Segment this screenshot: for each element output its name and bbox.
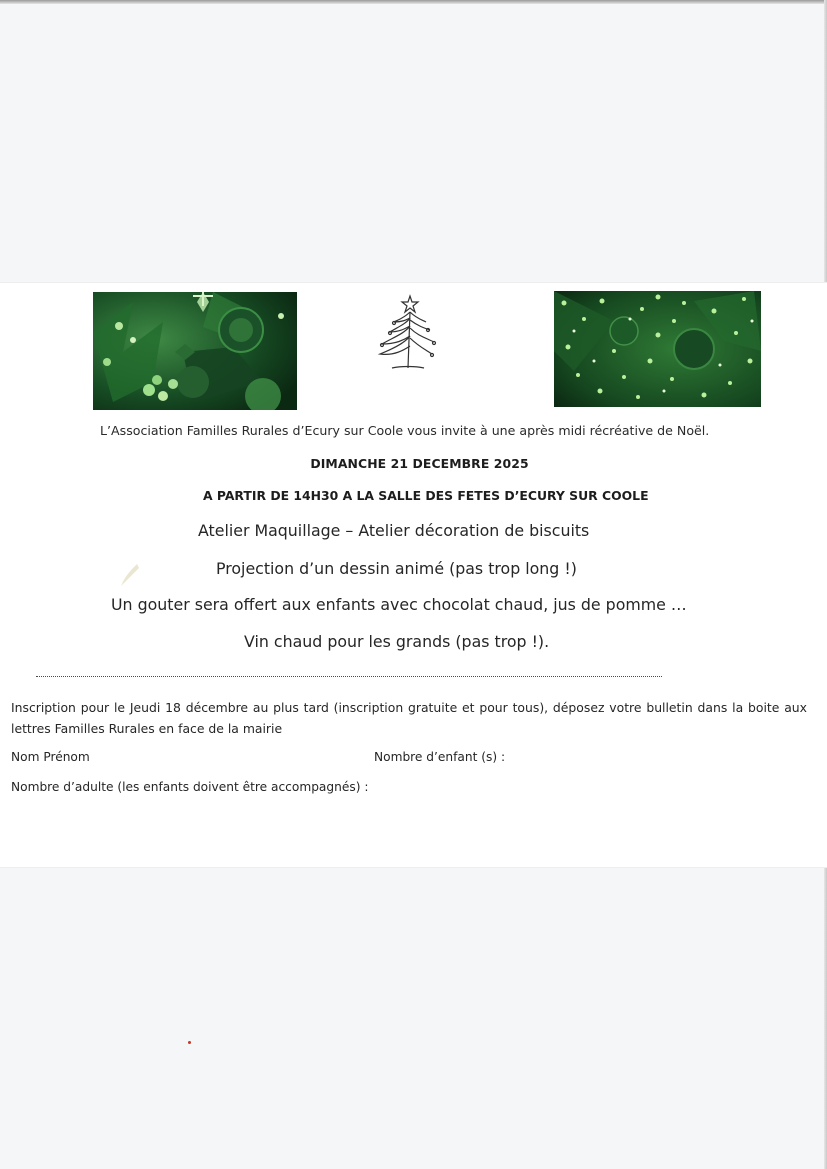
christmas-lights-photo (554, 291, 761, 407)
scan-speck (188, 1041, 191, 1044)
activity-item: Vin chaud pour les grands (pas trop !). (244, 632, 550, 651)
activity-item: Atelier Maquillage – Atelier décoration de biscuits (198, 521, 590, 540)
scan-smudge (117, 562, 141, 590)
scan-top-edge (0, 0, 827, 4)
adults-count-label: Nombre d’adulte (les enfants doivent être accompagnés) : (11, 780, 369, 794)
children-count-label: Nombre d’enfant (s) : (374, 750, 506, 764)
event-date: DIMANCHE 21 DECEMBRE 2025 (310, 456, 529, 471)
name-field-label: Nom Prénom (11, 750, 90, 764)
registration-instructions: Inscription pour le Jeudi 18 décembre au plus tard (inscription gratuite et pour tous), déposez votre bulletin dans la boite aux lettres Familles Rurales en face de la mairie (11, 700, 807, 736)
event-time-place: A PARTIR DE 14H30 A LA SALLE DES FETES D’ECURY SUR COOLE (203, 488, 649, 503)
activity-item: Projection d’un dessin animé (pas trop long !) (216, 559, 577, 578)
christmas-tree-icon (372, 294, 438, 376)
activity-item: Un gouter sera offert aux enfants avec chocolat chaud, jus de pomme … (111, 595, 687, 614)
christmas-ornaments-photo (93, 292, 297, 410)
invitation-text: L’Association Familles Rurales d’Ecury sur Coole vous invite à une après midi récréative de Noël. (100, 423, 710, 438)
cut-line (36, 676, 662, 677)
